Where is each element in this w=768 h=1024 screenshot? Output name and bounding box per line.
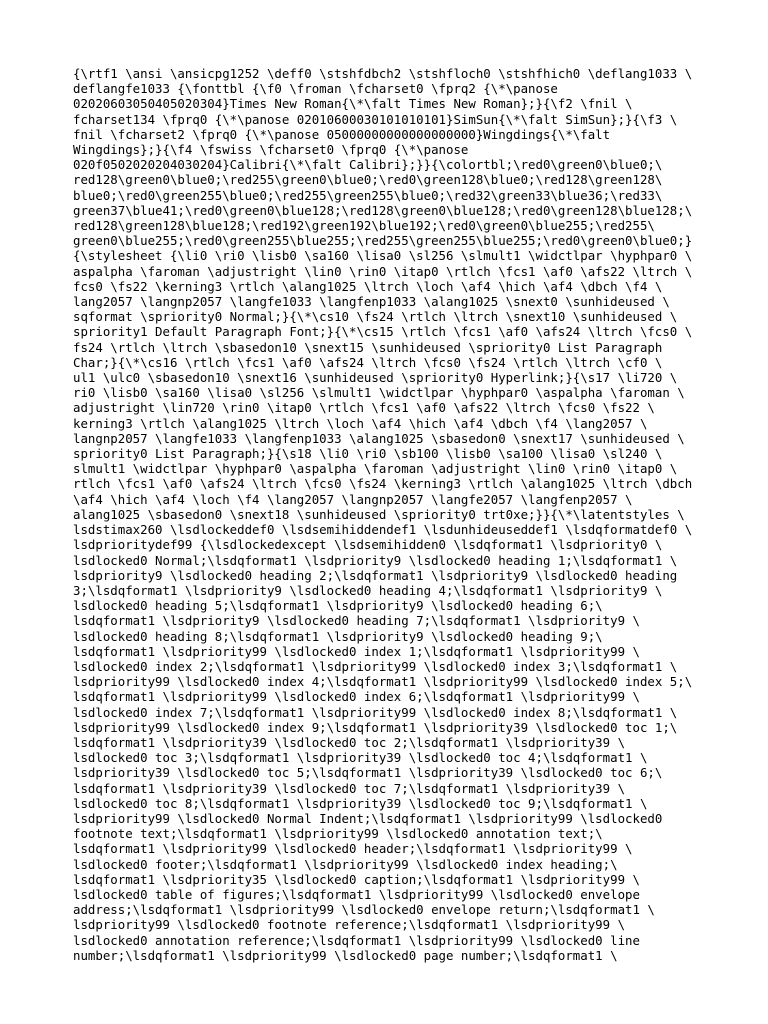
text-line: lsdpriority99 \lsdlocked0 footnote reference;\lsdqformat1 \lsdpriority99 \ xyxy=(73,917,626,933)
text-line: lsdpriority39 \lsdlocked0 toc 5;\lsdqformat1 \lsdpriority39 \lsdlocked0 toc 6;\ xyxy=(73,765,663,781)
text-line: lsdlocked0 heading 8;\lsdqformat1 \lsdpriority9 \lsdlocked0 heading 9;\ xyxy=(73,628,603,644)
text-line: lsdlocked0 index 7;\lsdqformat1 \lsdpriority99 \lsdlocked0 index 8;\lsdqformat1 \ xyxy=(73,704,678,720)
text-line: lsdqformat1 \lsdpriority39 \lsdlocked0 toc 2;\lsdqformat1 \lsdpriority39 \ xyxy=(73,734,626,750)
text-line: 3;\lsdqformat1 \lsdpriority9 \lsdlocked0 heading 4;\lsdqformat1 \lsdpriority9 \ xyxy=(73,582,663,598)
text-line: lsdlocked0 toc 8;\lsdqformat1 \lsdpriority39 \lsdlocked0 toc 9;\lsdqformat1 \ xyxy=(73,795,648,811)
text-line: address;\lsdqformat1 \lsdpriority99 \lsdlocked0 envelope return;\lsdqformat1 \ xyxy=(73,902,655,918)
text-line: lsdpriority9 \lsdlocked0 heading 2;\lsdqformat1 \lsdpriority9 \lsdlocked0 heading xyxy=(73,567,678,583)
text-line: kerning3 \rtlch \alang1025 \ltrch \loch \af4 \hich \af4 \dbch \f4 \lang2057 \ xyxy=(73,415,648,431)
text-line: fcharset134 \fprq0 {\*\panose 02010600030101010101}SimSun{\*\falt SimSun};}{\f3 \ xyxy=(73,111,678,127)
text-line: lsdqformat1 \lsdpriority99 \lsdlocked0 header;\lsdqformat1 \lsdpriority99 \ xyxy=(73,841,633,857)
text-line: footnote text;\lsdqformat1 \lsdpriority99 \lsdlocked0 annotation text;\ xyxy=(73,826,603,842)
text-line: {\stylesheet {\li0 \ri0 \lisb0 \sa160 \lisa0 \sl256 \slmult1 \widctlpar \hyphpar0 \ xyxy=(73,248,693,264)
text-line: red128\green128\blue128;\red192\green192\blue192;\red0\green0\blue255;\red255\ xyxy=(73,218,655,234)
text-line: aspalpha \faroman \adjustright \lin0 \rin0 \itap0 \rtlch \fcs1 \af0 \afs22 \ltrch \ xyxy=(73,263,693,279)
text-line: lsdlocked0 Normal;\lsdqformat1 \lsdpriority9 \lsdlocked0 heading 1;\lsdqformat1 \ xyxy=(73,552,678,568)
text-line: green37\blue41;\red0\green0\blue128;\red128\green0\blue128;\red0\green128\blue128;\ xyxy=(73,202,693,218)
text-line: {\rtf1 \ansi \ansicpg1252 \deff0 \stshfdbch2 \stshfloch0 \stshfhich0 \deflang1033 \ xyxy=(73,66,693,81)
text-line: rtlch \fcs1 \af0 \afs24 \ltrch \fcs0 \fs24 \kerning3 \rtlch \alang1025 \ltrch \dbch xyxy=(73,476,693,492)
text-line: Char;}{\*\cs16 \rtlch \fcs1 \af0 \afs24 \ltrch \fcs0 \fs24 \rtlch \ltrch \cf0 \ xyxy=(73,354,663,370)
text-line: lang2057 \langnp2057 \langfe1033 \langfenp1033 \alang1025 \snext0 \sunhideused \ xyxy=(73,294,670,310)
text-line: lsdpriority99 \lsdlocked0 Normal Indent;\lsdqformat1 \lsdpriority99 \lsdlocked0 xyxy=(73,810,663,826)
text-line: lsdqformat1 \lsdpriority9 \lsdlocked0 heading 7;\lsdqformat1 \lsdpriority9 \ xyxy=(73,613,640,629)
text-line: fcs0 \fs22 \kerning3 \rtlch \alang1025 \ltrch \loch \af4 \hich \af4 \dbch \f4 \ xyxy=(73,278,663,294)
text-line: lsdlocked0 heading 5;\lsdqformat1 \lsdpriority9 \lsdlocked0 heading 6;\ xyxy=(73,598,603,614)
text-line: sqformat \spriority0 Normal;}{\*\cs10 \fs24 \rtlch \ltrch \snext10 \sunhideused \ xyxy=(73,309,678,325)
text-line: lsdpriority99 \lsdlocked0 index 9;\lsdqformat1 \lsdpriority39 \lsdlocked0 toc 1;\ xyxy=(73,719,678,735)
text-line: ul1 \ulc0 \sbasedon10 \snext16 \sunhideused \spriority0 Hyperlink;}{\s17 \li720 \ xyxy=(73,370,678,386)
text-line: 020f0502020204030204}Calibri{\*\falt Calibri};}}{\colortbl;\red0\green0\blue0;\ xyxy=(73,157,663,173)
text-line: lsdlocked0 annotation reference;\lsdqformat1 \lsdpriority99 \lsdlocked0 line xyxy=(73,932,640,948)
rtf-source-text xyxy=(73,66,713,963)
text-line: fs24 \rtlch \ltrch \sbasedon10 \snext15 \sunhideused \spriority0 List Paragraph xyxy=(73,339,663,355)
text-line: lsdlocked0 footer;\lsdqformat1 \lsdpriority99 \lsdlocked0 index heading;\ xyxy=(73,856,618,872)
text-line: green0\blue255;\red0\green255\blue255;\red255\green255\blue255;\red0\green0\blue0;} xyxy=(73,233,693,249)
text-line: spriority1 Default Paragraph Font;}{\*\cs15 \rtlch \fcs1 \af0 \afs24 \ltrch \fcs0 \ xyxy=(73,324,693,340)
text-line: lsdlocked0 toc 3;\lsdqformat1 \lsdpriority39 \lsdlocked0 toc 4;\lsdqformat1 \ xyxy=(73,750,648,766)
text-line: langnp2057 \langfe1033 \langfenp1033 \alang1025 \sbasedon0 \snext17 \sunhideused \ xyxy=(73,430,685,446)
text-line: ri0 \lisb0 \sa160 \lisa0 \sl256 \slmult1 \widctlpar \hyphpar0 \aspalpha \faroman \ xyxy=(73,385,685,401)
text-line: lsdqformat1 \lsdpriority35 \lsdlocked0 caption;\lsdqformat1 \lsdpriority99 \ xyxy=(73,871,640,887)
text-line: blue0;\red0\green255\blue0;\red255\green255\blue0;\red32\green33\blue36;\red33\ xyxy=(73,187,663,203)
text-line: lsdqformat1 \lsdpriority99 \lsdlocked0 index 1;\lsdqformat1 \lsdpriority99 \ xyxy=(73,643,640,659)
text-line: fnil \fcharset2 \fprq0 {\*\panose 05000000000000000000}Wingdings{\*\falt xyxy=(73,126,611,142)
text-line: Wingdings};}{\f4 \fswiss \fcharset0 \fprq0 {\*\panose xyxy=(73,142,469,158)
text-line: lsdqformat1 \lsdpriority39 \lsdlocked0 toc 7;\lsdqformat1 \lsdpriority39 \ xyxy=(73,780,626,796)
text-line: spriority0 List Paragraph;}{\s18 \li0 \ri0 \sb100 \lisb0 \sa100 \lisa0 \sl240 \ xyxy=(73,446,663,462)
text-line: lsdstimax260 \lsdlockeddef0 \lsdsemihiddendef1 \lsdunhideuseddef1 \lsdqformatdef0 \ xyxy=(73,522,693,538)
text-line: \af4 \hich \af4 \loch \f4 \lang2057 \langnp2057 \langfe2057 \langfenp2057 \ xyxy=(73,491,633,507)
text-line: lsdlocked0 index 2;\lsdqformat1 \lsdpriority99 \lsdlocked0 index 3;\lsdqformat1 \ xyxy=(73,658,678,674)
text-line: number;\lsdqformat1 \lsdpriority99 \lsdlocked0 page number;\lsdqformat1 \ xyxy=(73,947,618,963)
text-line: red128\green0\blue0;\red255\green0\blue0;\red0\green128\blue0;\red128\green128\ xyxy=(73,172,663,188)
text-line: lsdqformat1 \lsdpriority99 \lsdlocked0 index 6;\lsdqformat1 \lsdpriority99 \ xyxy=(73,689,640,705)
text-line: 02020603050405020304}Times New Roman{\*\falt Times New Roman};}{\f2 \fnil \ xyxy=(73,96,633,112)
text-line: lsdlocked0 table of figures;\lsdqformat1 \lsdpriority99 \lsdlocked0 envelope xyxy=(73,886,640,902)
text-line: lsdpriority99 \lsdlocked0 index 4;\lsdqformat1 \lsdpriority99 \lsdlocked0 index 5;\ xyxy=(73,674,693,690)
text-line: slmult1 \widctlpar \hyphpar0 \aspalpha \faroman \adjustright \lin0 \rin0 \itap0 \ xyxy=(73,461,678,477)
text-line: alang1025 \sbasedon0 \snext18 \sunhideused \spriority0 trt0xe;}}{\*\latentstyles \ xyxy=(73,506,685,522)
text-line: deflangfe1033 {\fonttbl {\f0 \froman \fcharset0 \fprq2 {\*\panose xyxy=(73,81,558,97)
text-line: lsdprioritydef99 {\lsdlockedexcept \lsdsemihidden0 \lsdqformat1 \lsdpriority0 \ xyxy=(73,537,663,553)
text-line: adjustright \lin720 \rin0 \itap0 \rtlch \fcs1 \af0 \afs22 \ltrch \fcs0 \fs22 \ xyxy=(73,400,655,416)
